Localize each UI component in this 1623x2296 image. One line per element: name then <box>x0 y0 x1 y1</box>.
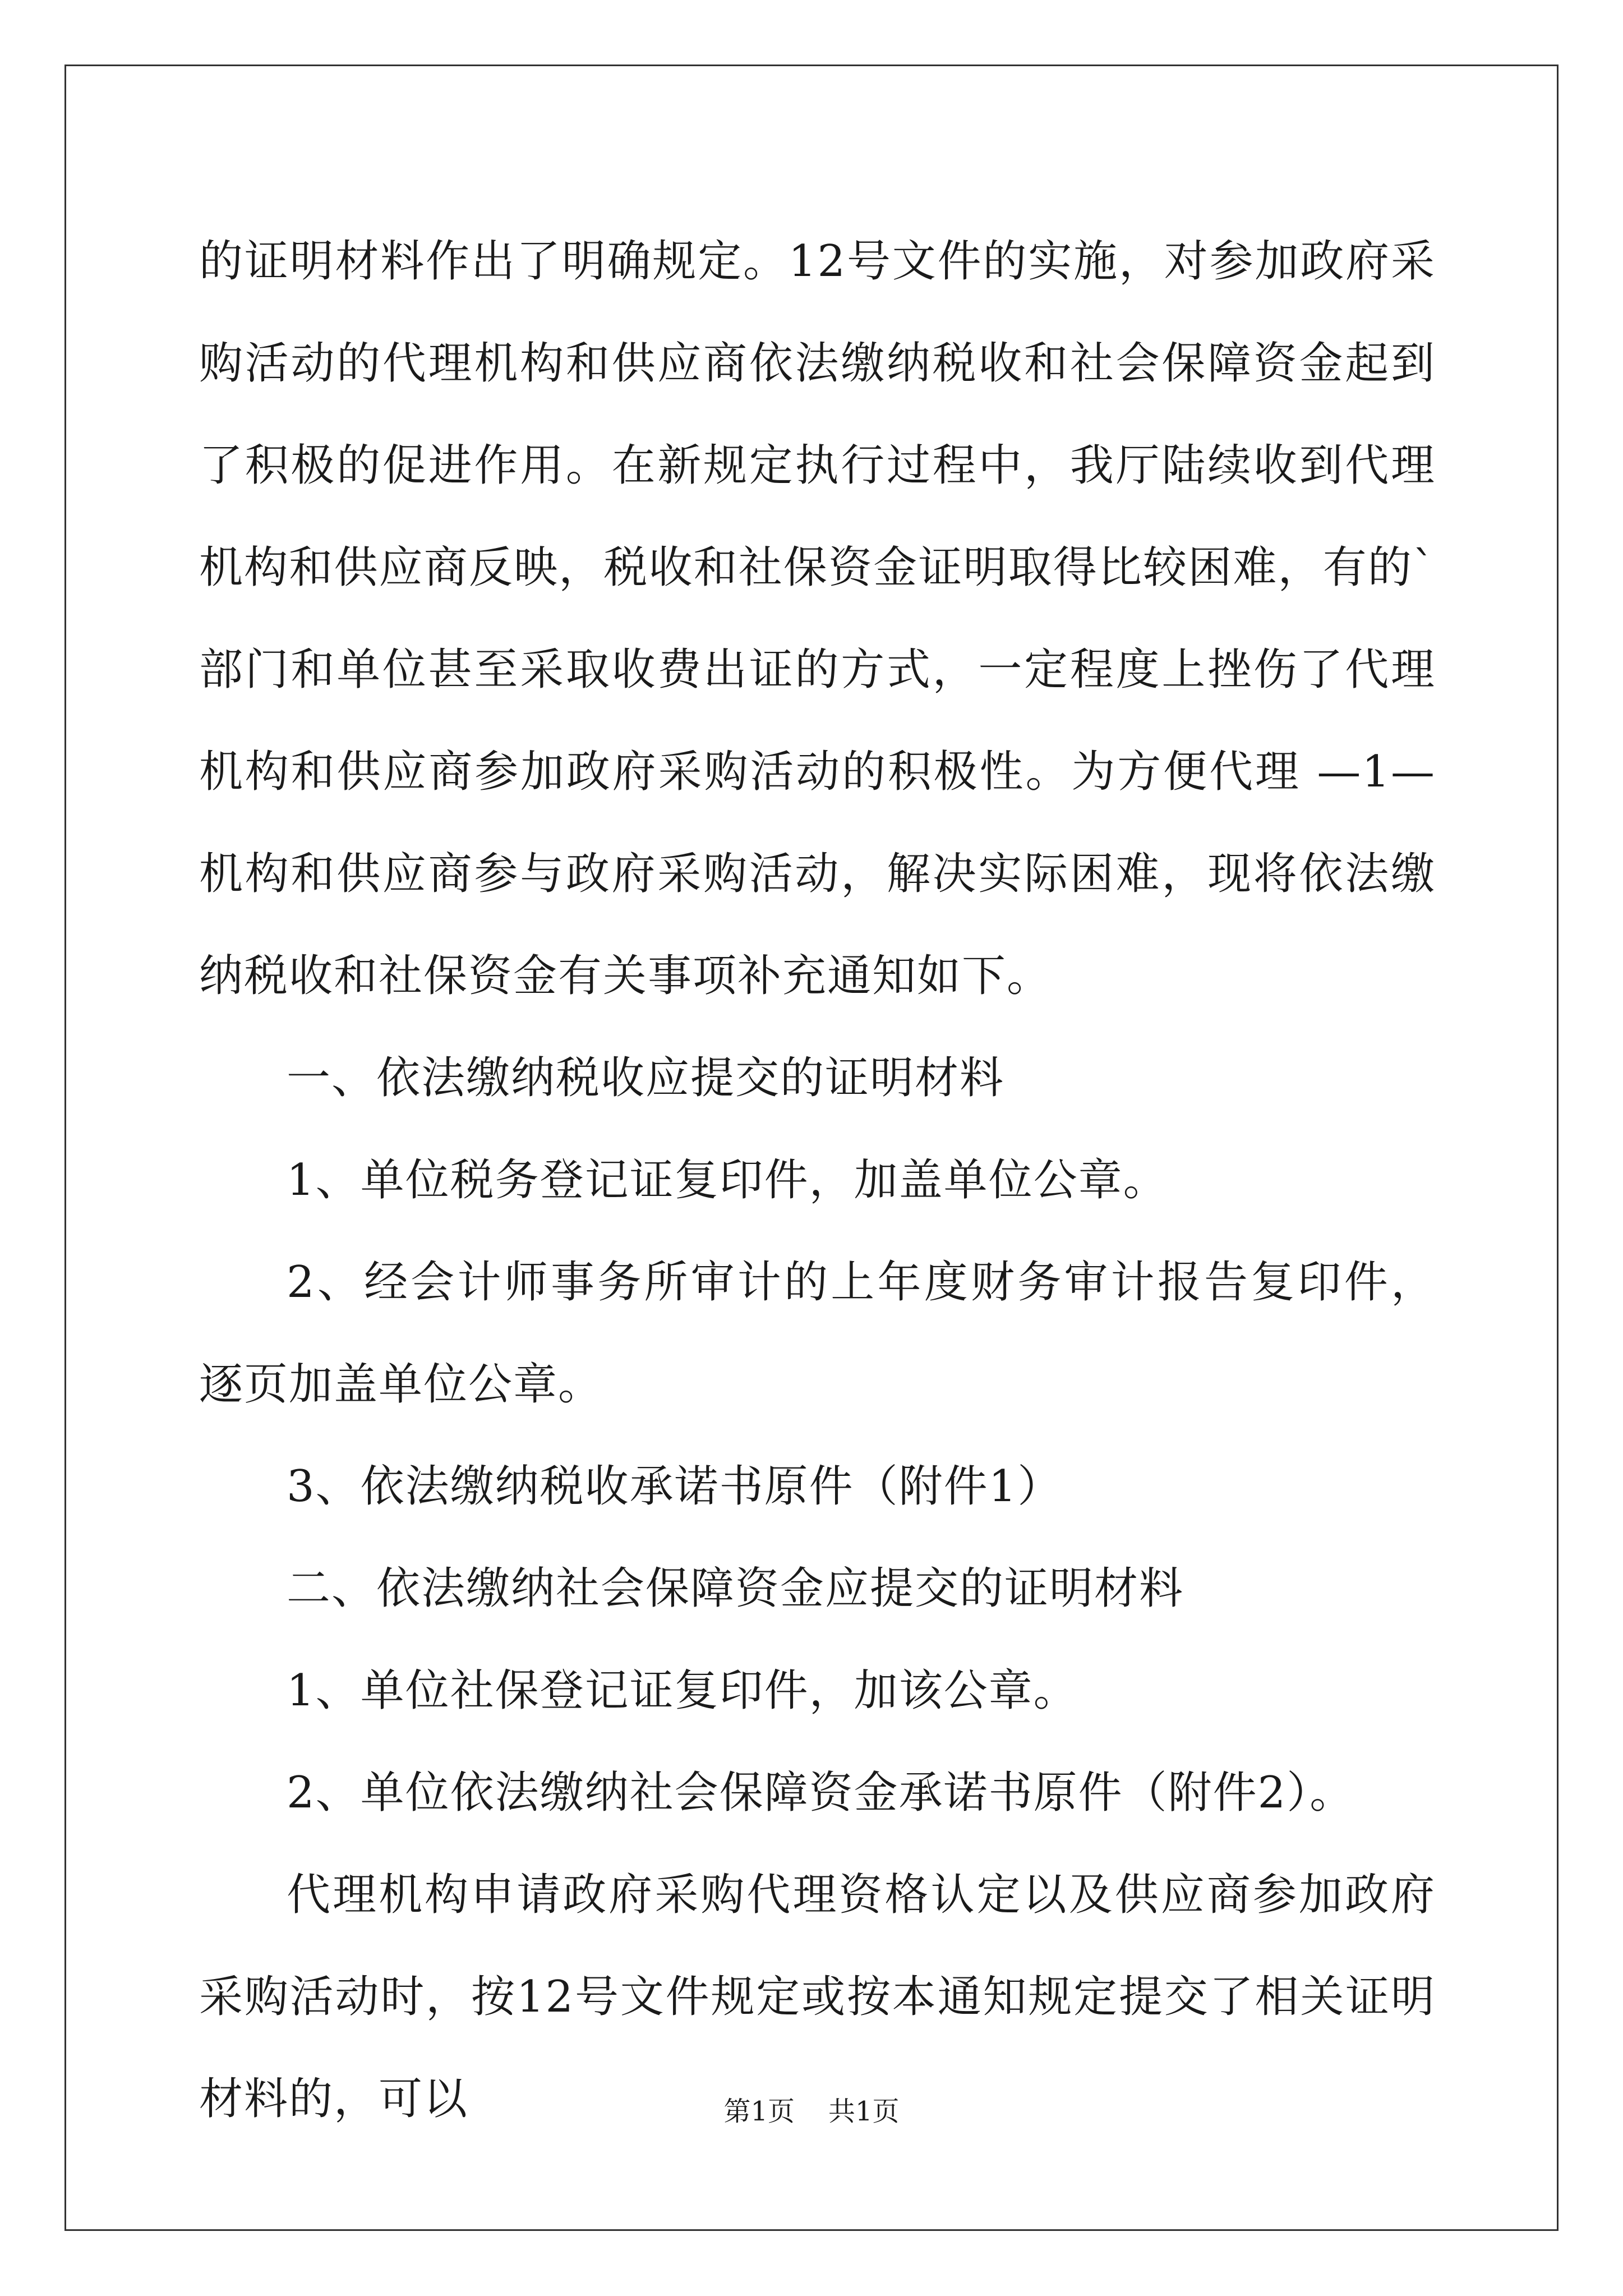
section-heading-social-security: 二、依法缴纳社会保障资金应提交的证明材料 <box>287 1563 1184 1614</box>
social-item-2: 2、单位依法缴纳社会保障资金承诺书原件（附件2）。 <box>287 1768 1355 1818</box>
document-body <box>199 210 1436 2150</box>
page-footer <box>0 2090 1623 2128</box>
tax-item-2: 2、经会计师事务所审计的上年度财务审计报告复印件，逐页加盖单位公章。 <box>199 1257 1436 1410</box>
page-total: 共1页 <box>828 2096 900 2127</box>
page-number: 第1页 <box>723 2096 795 2127</box>
social-item-1: 1、单位社保登记证复印件，加该公章。 <box>287 1665 1078 1716</box>
closing-paragraph: 代理机构申请政府采购代理资格认定以及供应商参加政府采购活动时，按12号文件规定或按本通知规定提交了相关证明材料的，可以 <box>199 1870 1436 2124</box>
section-heading-tax: 一、依法缴纳税收应提交的证明材料 <box>287 1053 1005 1103</box>
paragraph-1: 的证明材料作出了明确规定。12号文件的实施，对参加政府采购活动的代理机构和供应商依法缴纳税收和社会保障资金起到了积极的促进作用。在新规定执行过程中，我厅陆续收到代理机构和供应商反映，税收和社保资金证明取得比较困难，有的`部门和单位甚至采取收费出证的方式，一定程度上挫伤了代理机构和供应商参加政府采购活动的积极性。为方便代理 —1—机构和供应商参与政府采购活动，解决实际困难，现将依法缴纳税收和社保资金有关事项补充通知如下。 <box>199 236 1436 1001</box>
tax-item-3: 3、依法缴纳税收承诺书原件（附件1） <box>287 1461 1063 1512</box>
tax-item-1: 1、单位税务登记证复印件，加盖单位公章。 <box>287 1155 1168 1205</box>
